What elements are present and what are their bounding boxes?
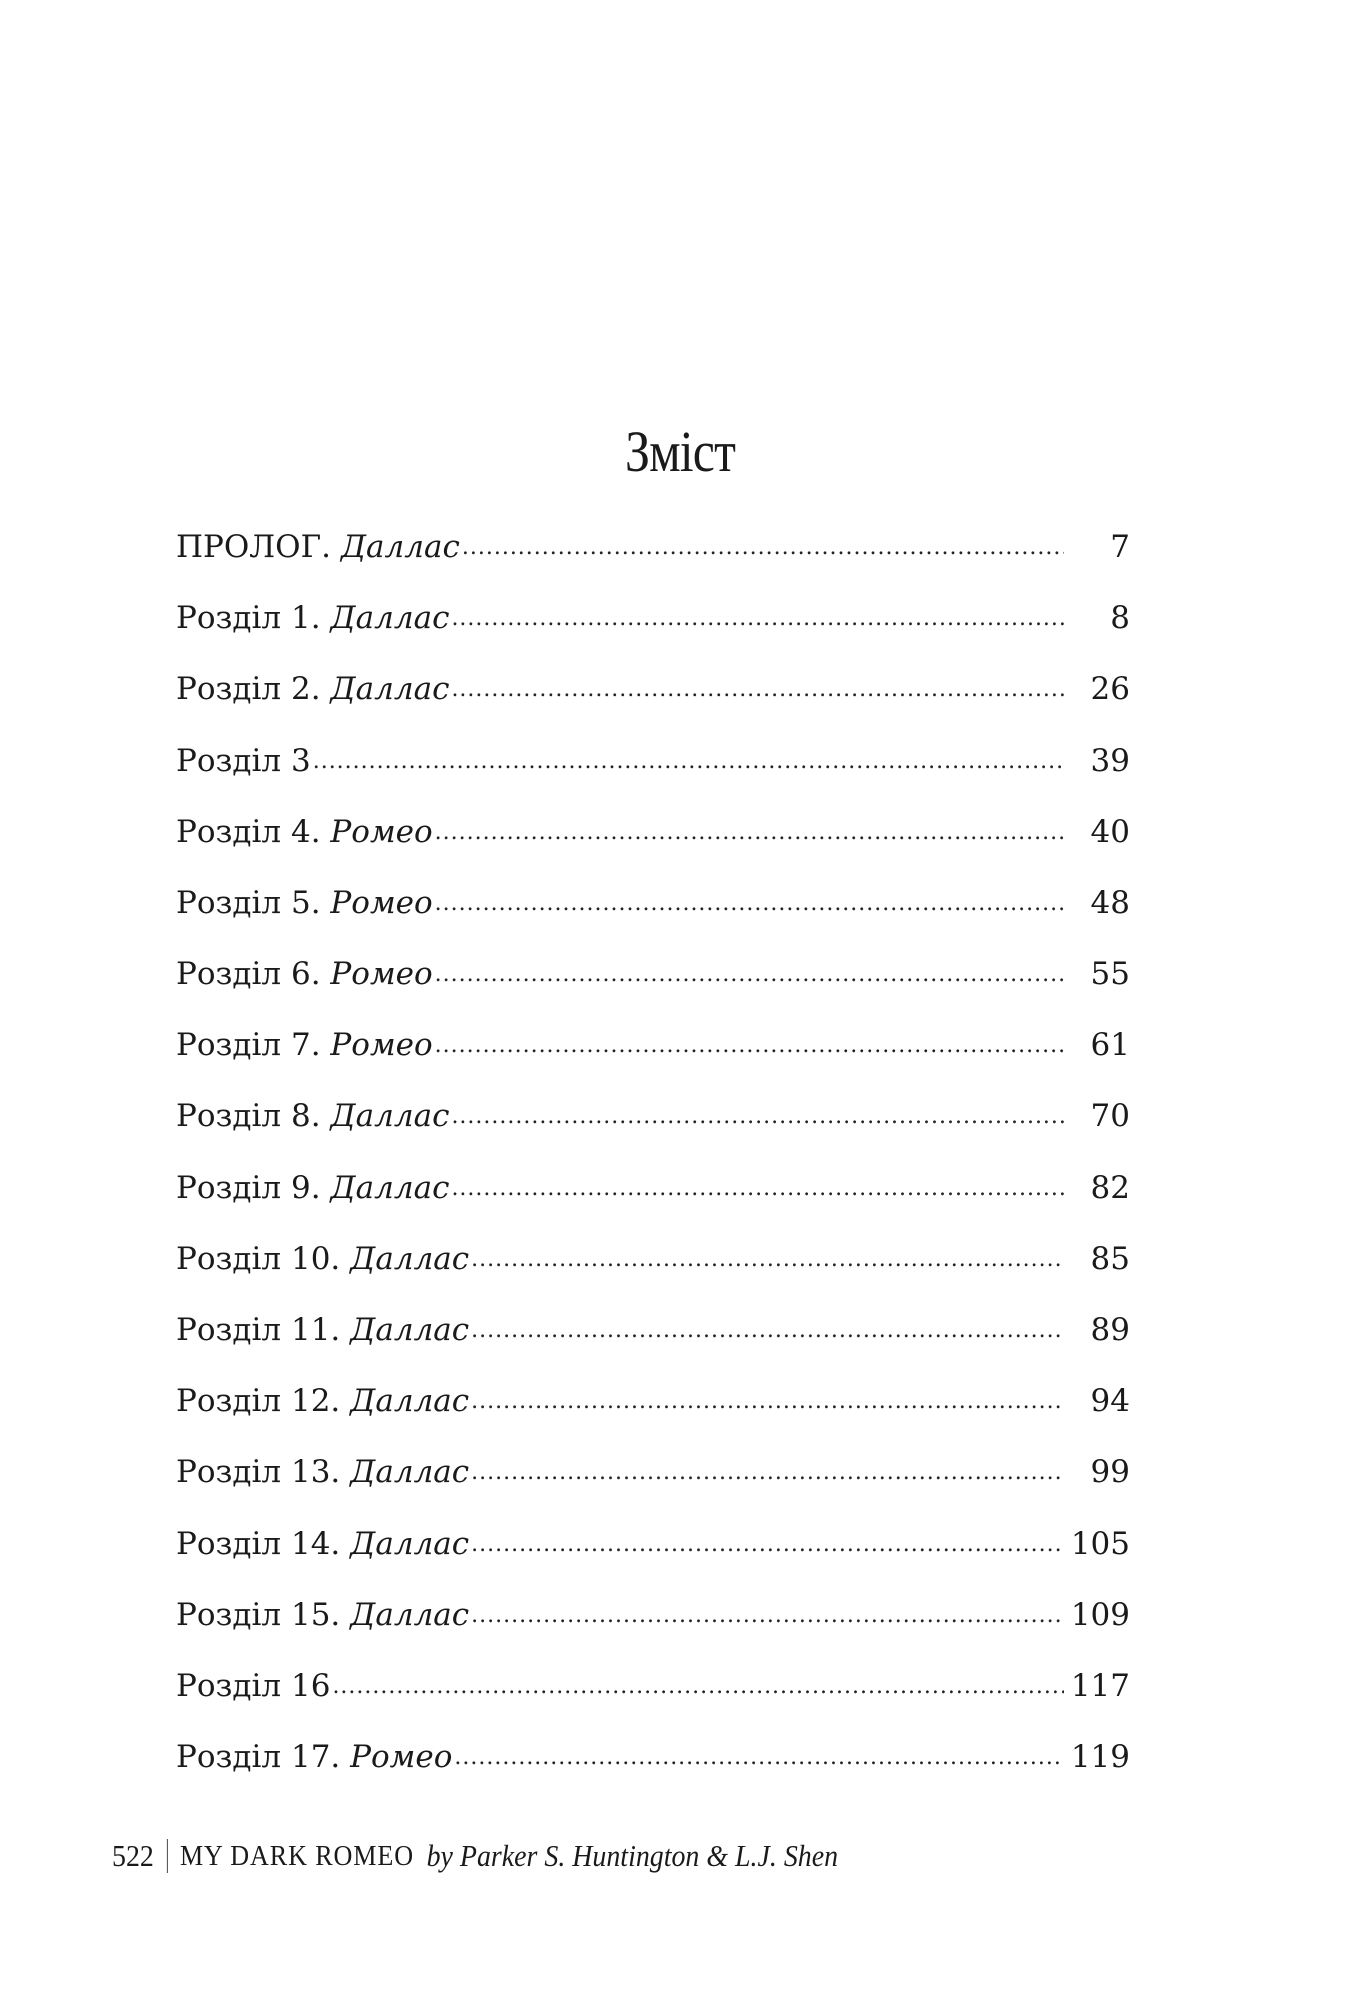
toc-entry[interactable] [176, 1580, 1130, 1651]
toc-entry-label [176, 1651, 330, 1722]
toc-entry-label [176, 1366, 469, 1437]
page-title: Зміст [624, 419, 736, 484]
toc-dot-leader [451, 654, 1064, 725]
toc-entry-label [176, 726, 311, 797]
toc-narrator-name: Ромео [330, 956, 433, 993]
toc-page-number: 70 [1090, 1098, 1130, 1135]
toc-dot-leader [471, 1580, 1064, 1651]
toc-entry[interactable] [176, 797, 1130, 868]
toc-narrator-name: Даллас [330, 1169, 450, 1206]
toc-page-number: 48 [1090, 884, 1130, 921]
running-footer [112, 1838, 838, 1874]
toc-entry-label [176, 1437, 469, 1508]
toc-page-number: 109 [1070, 1596, 1130, 1633]
toc-narrator-name: Даллас [340, 528, 460, 565]
toc-dot-leader [435, 797, 1064, 868]
toc-page-number: 39 [1090, 742, 1130, 779]
toc-entry[interactable] [176, 654, 1130, 725]
toc-dot-leader [471, 1366, 1064, 1437]
toc-entry-label [176, 583, 449, 654]
toc-chapter-label: Розділ 3 [176, 742, 311, 779]
toc-page-number: 55 [1090, 956, 1130, 993]
toc-page-number: 119 [1070, 1739, 1130, 1776]
toc-entry-label [176, 1580, 469, 1651]
toc-chapter-label: Розділ 12. [176, 1383, 341, 1420]
toc-entry[interactable] [176, 1722, 1130, 1793]
toc-entry-label [176, 512, 460, 583]
toc-entry[interactable] [176, 1295, 1130, 1366]
toc-dot-leader [435, 939, 1064, 1010]
toc-narrator-name: Ромео [330, 884, 433, 921]
toc-chapter-label: Розділ 16 [176, 1667, 331, 1704]
toc-chapter-label: Розділ 1. [176, 600, 321, 637]
toc-page-number: 94 [1090, 1383, 1130, 1420]
toc-dot-leader [471, 1224, 1064, 1295]
toc-narrator-name: Даллас [350, 1596, 470, 1633]
toc-entry[interactable] [176, 1082, 1130, 1153]
toc-dot-leader [451, 583, 1064, 654]
toc-dot-leader [332, 1651, 1064, 1722]
toc-dot-leader [313, 726, 1064, 797]
toc-page-number: 26 [1090, 671, 1130, 708]
toc-entry[interactable] [176, 1437, 1130, 1508]
toc-entry-label [176, 1224, 469, 1295]
toc-entry-label [176, 939, 433, 1010]
toc-page-number: 7 [1110, 528, 1130, 565]
toc-entry-label [176, 1010, 433, 1081]
toc-page-number: 85 [1090, 1240, 1130, 1277]
toc-page-number: 99 [1090, 1454, 1130, 1491]
toc-entry[interactable] [176, 1651, 1130, 1722]
toc-page-number: 8 [1110, 600, 1130, 637]
toc-dot-leader [435, 868, 1064, 939]
toc-page-number: 89 [1090, 1312, 1130, 1349]
toc-chapter-label: Розділ 4. [176, 813, 321, 850]
toc-dot-leader [462, 512, 1064, 583]
footer-page-number: 522 [112, 1838, 154, 1873]
toc-dot-leader [471, 1295, 1064, 1366]
toc-narrator-name: Даллас [330, 600, 450, 637]
footer-byline: by Parker S. Huntington & L.J. Shen [426, 1838, 839, 1873]
toc-entry[interactable] [176, 1366, 1130, 1437]
toc-chapter-label: Розділ 2. [176, 671, 321, 708]
toc-entry-label [176, 797, 433, 868]
toc-entry-label [176, 1509, 469, 1580]
toc-entry[interactable] [176, 1010, 1130, 1081]
toc-chapter-label: Розділ 5. [176, 884, 321, 921]
toc-chapter-label: Розділ 6. [176, 956, 321, 993]
toc-entry[interactable] [176, 1224, 1130, 1295]
toc-entry[interactable] [176, 939, 1130, 1010]
table-of-contents [176, 512, 1130, 1793]
toc-narrator-name: Ромео [330, 1027, 433, 1064]
toc-entry-label [176, 1153, 449, 1224]
toc-chapter-label: Розділ 13. [176, 1454, 341, 1491]
toc-dot-leader [435, 1010, 1064, 1081]
toc-entry-label [176, 868, 433, 939]
toc-chapter-label: Розділ 15. [176, 1596, 341, 1633]
toc-dot-leader [451, 1081, 1064, 1152]
toc-entry[interactable] [176, 583, 1130, 654]
toc-narrator-name: Даллас [350, 1454, 470, 1491]
toc-dot-leader [454, 1722, 1064, 1793]
toc-narrator-name: Даллас [350, 1383, 470, 1420]
toc-chapter-label: Розділ 17. [176, 1739, 341, 1776]
toc-entry[interactable] [176, 1153, 1130, 1224]
footer-book-title: MY DARK ROMEO [179, 1839, 415, 1872]
toc-page-number: 61 [1090, 1027, 1130, 1064]
toc-page-number: 82 [1090, 1169, 1130, 1206]
toc-page-number: 117 [1070, 1667, 1130, 1704]
toc-dot-leader [471, 1509, 1064, 1580]
toc-entry[interactable] [176, 512, 1130, 583]
toc-narrator-name: Даллас [350, 1312, 470, 1349]
toc-dot-leader [451, 1153, 1064, 1224]
toc-chapter-label: ПРОЛОГ. [176, 528, 331, 565]
toc-chapter-label: Розділ 14. [176, 1525, 341, 1562]
toc-chapter-label: Розділ 7. [176, 1027, 321, 1064]
toc-entry-label [176, 1081, 449, 1152]
toc-narrator-name: Даллас [350, 1525, 470, 1562]
toc-entry-label [176, 1722, 452, 1793]
toc-dot-leader [471, 1437, 1064, 1508]
footer-separator [166, 1839, 167, 1873]
toc-entry-label [176, 1295, 469, 1366]
toc-narrator-name: Даллас [330, 671, 450, 708]
toc-entry[interactable] [176, 868, 1130, 939]
toc-chapter-label: Розділ 11. [176, 1312, 341, 1349]
toc-narrator-name: Даллас [350, 1240, 470, 1277]
toc-entry-label [176, 654, 449, 725]
toc-narrator-name: Даллас [330, 1098, 450, 1135]
toc-chapter-label: Розділ 8. [176, 1098, 321, 1135]
toc-page-number: 105 [1070, 1525, 1130, 1562]
toc-entry[interactable] [176, 726, 1130, 797]
toc-narrator-name: Ромео [330, 813, 433, 850]
toc-page-number: 40 [1090, 813, 1130, 850]
toc-chapter-label: Розділ 10. [176, 1240, 341, 1277]
toc-narrator-name: Ромео [350, 1739, 453, 1776]
toc-entry[interactable] [176, 1509, 1130, 1580]
toc-chapter-label: Розділ 9. [176, 1169, 321, 1206]
